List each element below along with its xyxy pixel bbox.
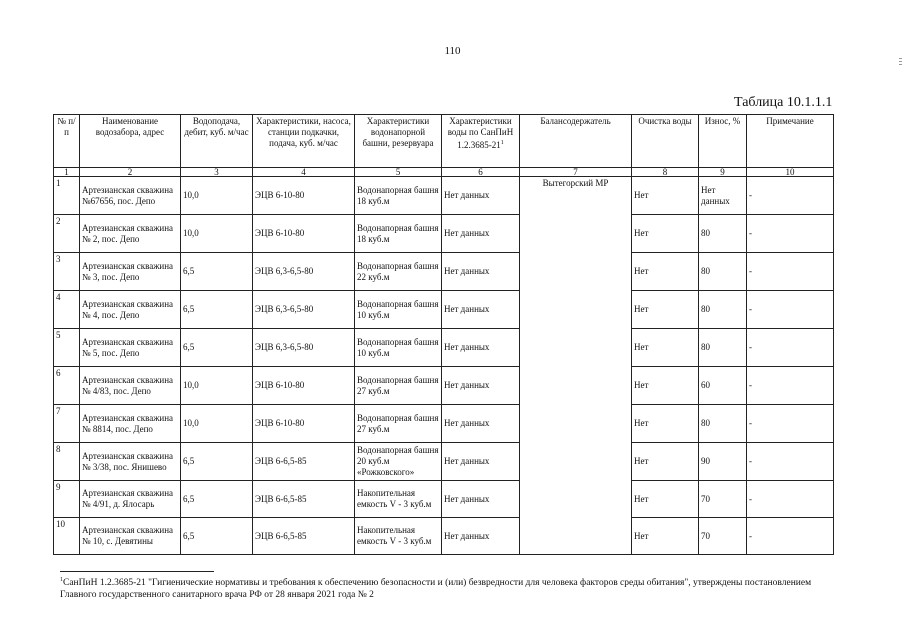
column-number: 7	[520, 168, 632, 177]
table-title: Таблица 10.1.1.1	[734, 95, 833, 110]
water-quality: Нет данных	[442, 291, 520, 329]
intake-name: Артезианская скважина № 3, пос. Депо	[80, 253, 181, 291]
footnote-text: СанПиН 1.2.3685-21 "Гигиенические нормативы и требования к обеспечению безопасности и (или) безвредности для человека факторов среды обитания", утверждены постановлением Главного государственного санитарного врача РФ от 28 января 2021 года № 2	[60, 578, 812, 601]
header-note: Примечание	[747, 115, 834, 168]
water-cleaning: Нет	[632, 367, 699, 405]
tower-spec: Водонапорная башня 10 куб.м	[355, 291, 442, 329]
header-balance-holder: Балансодержатель	[520, 115, 632, 168]
row-number: 3	[54, 253, 80, 291]
flow-rate: 6,5	[181, 329, 253, 367]
flow-rate: 10,0	[181, 215, 253, 253]
table-row	[54, 367, 834, 405]
row-note: -	[747, 481, 834, 518]
footnote	[60, 574, 840, 601]
water-quality: Нет данных	[442, 329, 520, 367]
tower-spec: Водонапорная башня 20 куб.м «Рожковского»	[355, 443, 442, 481]
wear-level: 70	[699, 481, 747, 518]
row-number: 10	[54, 518, 80, 555]
column-number: 4	[253, 168, 355, 177]
row-number: 4	[54, 291, 80, 329]
page-number: 110	[444, 45, 461, 57]
flow-rate: 6,5	[181, 443, 253, 481]
pump-spec: ЭЦВ 6-10-80	[253, 405, 355, 443]
water-cleaning: Нет	[632, 177, 699, 215]
header-pump: Характеристики, насоса, станции подкачки, подача, куб. м/час	[253, 115, 355, 168]
row-number: 1	[54, 177, 80, 215]
wear-level: 80	[699, 329, 747, 367]
water-quality: Нет данных	[442, 253, 520, 291]
header-cleaning: Очистка воды	[632, 115, 699, 168]
wear-level: 70	[699, 518, 747, 555]
pump-spec: ЭЦВ 6,3-6,5-80	[253, 291, 355, 329]
pump-spec: ЭЦВ 6-6,5-85	[253, 443, 355, 481]
water-cleaning: Нет	[632, 215, 699, 253]
intake-name: Артезианская скважина № 4/83, пос. Депо	[80, 367, 181, 405]
water-quality: Нет данных	[442, 177, 520, 215]
intake-name: Артезианская скважина № 10, с. Девятины	[80, 518, 181, 555]
table-row	[54, 215, 834, 253]
column-numbers-row	[54, 168, 834, 177]
pump-spec: ЭЦВ 6-10-80	[253, 215, 355, 253]
table-row	[54, 481, 834, 518]
column-number: 6	[442, 168, 520, 177]
header-water	[442, 115, 520, 168]
tower-spec: Водонапорная башня 18 куб.м	[355, 215, 442, 253]
column-number: 5	[355, 168, 442, 177]
balance-holder: Вытегорский МР	[520, 177, 632, 555]
water-intake-table	[53, 114, 834, 555]
wear-level: 80	[699, 253, 747, 291]
water-quality: Нет данных	[442, 367, 520, 405]
row-number: 5	[54, 329, 80, 367]
row-note: -	[747, 253, 834, 291]
water-cleaning: Нет	[632, 518, 699, 555]
row-note: -	[747, 443, 834, 481]
intake-name: Артезианская скважина № 2, пос. Депо	[80, 215, 181, 253]
wear-level: 80	[699, 291, 747, 329]
row-note: -	[747, 215, 834, 253]
header-water-label: Характеристики воды по СанПиН 1.2.3685-21	[447, 116, 514, 150]
water-cleaning: Нет	[632, 291, 699, 329]
flow-rate: 6,5	[181, 481, 253, 518]
tower-spec: Водонапорная башня 10 куб.м	[355, 329, 442, 367]
flow-rate: 10,0	[181, 177, 253, 215]
row-number: 9	[54, 481, 80, 518]
header-wear: Износ, %	[699, 115, 747, 168]
header-name: Наименование водозабора, адрес	[80, 115, 181, 168]
column-number: 8	[632, 168, 699, 177]
flow-rate: 10,0	[181, 367, 253, 405]
column-number: 1	[54, 168, 80, 177]
pump-spec: ЭЦВ 6-10-80	[253, 177, 355, 215]
tower-spec: Водонапорная башня 27 куб.м	[355, 405, 442, 443]
column-number: 10	[747, 168, 834, 177]
intake-name: Артезианская скважина № 3/38, пос. Янишево	[80, 443, 181, 481]
row-note: -	[747, 329, 834, 367]
table-row	[54, 177, 834, 215]
water-quality: Нет данных	[442, 443, 520, 481]
table-row	[54, 329, 834, 367]
pump-spec: ЭЦВ 6-6,5-85	[253, 518, 355, 555]
water-quality: Нет данных	[442, 518, 520, 555]
column-number: 3	[181, 168, 253, 177]
wear-level: Нет данных	[699, 177, 747, 215]
table-row	[54, 518, 834, 555]
row-number: 7	[54, 405, 80, 443]
table-row	[54, 405, 834, 443]
footnote-mark: 1	[60, 577, 63, 583]
intake-name: Артезианская скважина № 8814, пос. Депо	[80, 405, 181, 443]
wear-level: 80	[699, 215, 747, 253]
intake-name: Артезианская скважина №67656, пос. Депо	[80, 177, 181, 215]
water-cleaning: Нет	[632, 253, 699, 291]
flow-rate: 10,0	[181, 405, 253, 443]
table-row	[54, 443, 834, 481]
column-number: 2	[80, 168, 181, 177]
flow-rate: 6,5	[181, 291, 253, 329]
table-row	[54, 291, 834, 329]
water-quality: Нет данных	[442, 481, 520, 518]
header-number: № п/п	[54, 115, 80, 168]
tower-spec: Водонапорная башня 22 куб.м	[355, 253, 442, 291]
water-cleaning: Нет	[632, 443, 699, 481]
water-cleaning: Нет	[632, 405, 699, 443]
tower-spec: Водонапорная башня 27 куб.м	[355, 367, 442, 405]
pump-spec: ЭЦВ 6-10-80	[253, 367, 355, 405]
table-row	[54, 253, 834, 291]
pump-spec: ЭЦВ 6,3-6,5-80	[253, 253, 355, 291]
wear-level: 60	[699, 367, 747, 405]
intake-name: Артезианская скважина № 4, пос. Депо	[80, 291, 181, 329]
header-tower: Характеристики водонапорной башни, резервуара	[355, 115, 442, 168]
flow-rate: 6,5	[181, 253, 253, 291]
row-note: -	[747, 367, 834, 405]
intake-name: Артезианская скважина № 5, пос. Депо	[80, 329, 181, 367]
row-number: 2	[54, 215, 80, 253]
pump-spec: ЭЦВ 6,3-6,5-80	[253, 329, 355, 367]
wear-level: 80	[699, 405, 747, 443]
footnote-rule	[60, 571, 214, 572]
row-note: -	[747, 177, 834, 215]
water-quality: Нет данных	[442, 215, 520, 253]
row-note: -	[747, 291, 834, 329]
row-number: 6	[54, 367, 80, 405]
flow-rate: 6,5	[181, 518, 253, 555]
footnote-ref: 1	[500, 140, 504, 146]
pump-spec: ЭЦВ 6-6,5-85	[253, 481, 355, 518]
header-flow: Водоподача, дебит, куб. м/час	[181, 115, 253, 168]
edge-mark	[899, 58, 902, 67]
water-quality: Нет данных	[442, 405, 520, 443]
row-number: 8	[54, 443, 80, 481]
tower-spec: Накопительная емкость V - 3 куб.м	[355, 481, 442, 518]
tower-spec: Водонапорная башня 18 куб.м	[355, 177, 442, 215]
row-note: -	[747, 405, 834, 443]
water-cleaning: Нет	[632, 481, 699, 518]
water-cleaning: Нет	[632, 329, 699, 367]
wear-level: 90	[699, 443, 747, 481]
tower-spec: Накопительная емкость V - 3 куб.м	[355, 518, 442, 555]
column-number: 9	[699, 168, 747, 177]
row-note: -	[747, 518, 834, 555]
intake-name: Артезианская скважина № 4/91, д. Ялосарь	[80, 481, 181, 518]
